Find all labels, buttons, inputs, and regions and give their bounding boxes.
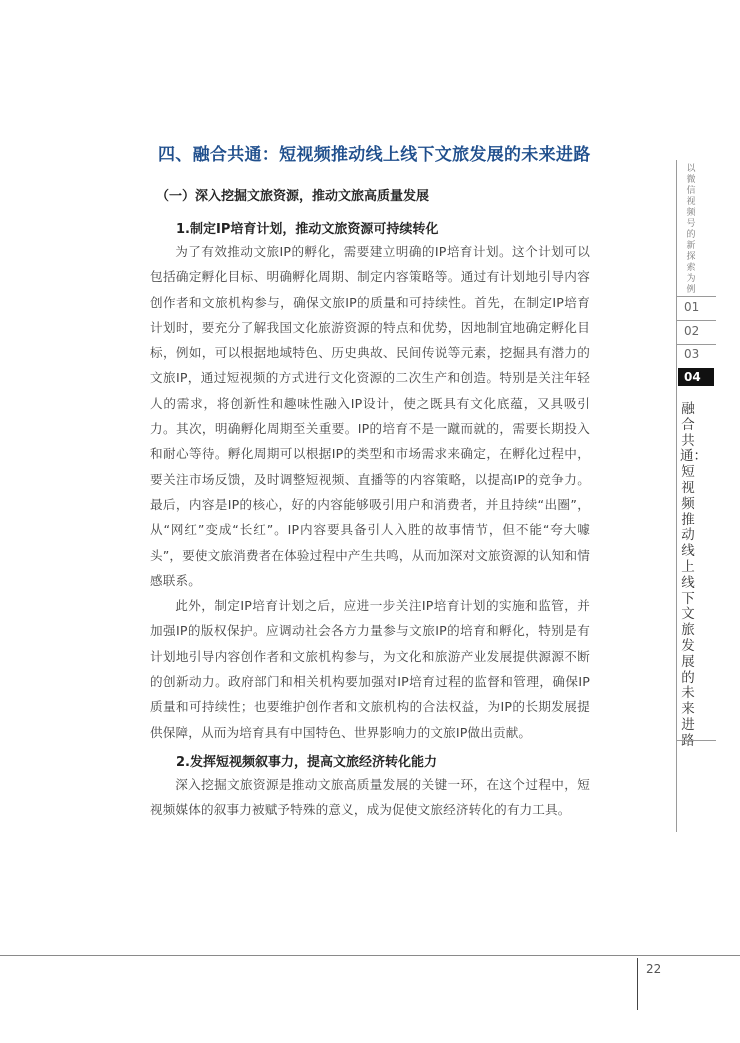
chapter-item-03[interactable]: 03 xyxy=(684,347,700,361)
chapter-item-02[interactable]: 02 xyxy=(684,324,700,338)
sub-title: （一）深入挖掘文旅资源，推动文旅高质量发展 xyxy=(156,189,430,204)
sidebar-chapter-title: 融合共通：短视频推动线上线下文旅发展的未来进路 xyxy=(680,401,707,749)
chapter-item-01[interactable]: 01 xyxy=(684,300,700,314)
item-title-2: 2.发挥短视频叙事力，提高文旅经济转化能力 xyxy=(176,754,437,770)
item-title-1: 1.制定IP培育计划，推动文旅资源可持续转化 xyxy=(176,222,439,237)
paragraph: 为了有效推动文旅IP的孵化，需要建立明确的IP培育计划。这个计划可以包括确定孵化目标、明确孵化周期、制定内容策略等。通过有计划地引导内容创作者和文旅机构参与，确保文旅IP的质量和可持续性。首先，在制定IP培育计划时，要充分了解我国文化旅游资源的特点和优势，因地制宜地确定孵化目标，例如，可以根据地域特色、历史典故、民间传说等元素，挖掘具有潜力的文旅IP，通过短视频的方式进行文化资源的二次生产和创造。特别是关注年轻人的需求，将创新性和趣味性融入IP设计，使之既具有文化底蕴，又具吸引力。其次，明确孵化周期至关重要。IP的培育不是一蹴而就的，需要长期投入和耐心等待。孵化周期可以根据IP的类型和市场需求来确定，在孵化过程中，要关注市场反馈，及时调整短视频、直播等的内容策略，以提高IP的竞争力。最后，内容是IP的核心，好的内容能够吸引用户和消费者，并且持续“出圈”，从“网红”变成“长红”。IP内容要具备引人入胜的故事情节，但不能“夸大噱头”，要使文旅消费者在体验过程中产生共鸣，从而加深对文旅资源的认知和情感联系。 xyxy=(150,244,590,588)
chapter-item-04-active[interactable]: 04 xyxy=(678,368,714,386)
sidebar-separator xyxy=(676,344,716,345)
sidebar-divider xyxy=(676,160,677,832)
section-title: 四、融合共通：短视频推动线上线下文旅发展的未来进路 xyxy=(158,145,591,165)
paragraph: 此外，制定IP培育计划之后，应进一步关注IP培育计划的实施和监管，并加强IP的版权保护。应调动社会各方力量参与文旅IP的培育和孵化，特别是有计划地引导内容创作者和文旅机构参与，为文化和旅游产业发展提供源源不断的创新动力。政府部门和相关机构要加强对IP培育过程的监督和管理，确保IP质量和可持续性；也要维护创作者和文旅机构的合法权益，为IP的长期发展提供保障，从而为培育具有中国特色、世界影响力的文旅IP做出贡献。 xyxy=(150,598,590,740)
main-content xyxy=(150,140,590,823)
footer-rule xyxy=(0,955,740,956)
page-number: 22 xyxy=(646,962,662,976)
page-number-divider xyxy=(637,958,638,1010)
paragraph: 深入挖掘文旅资源是推动文旅高质量发展的关键一环，在这个过程中，短视频媒体的叙事力被赋予特殊的意义，成为促使文旅经济转化的有力工具。 xyxy=(150,776,590,818)
sidebar-series-title: 以微信视频号的新探索为例 xyxy=(686,164,696,295)
sidebar-separator xyxy=(676,296,716,297)
sidebar-separator xyxy=(676,740,716,741)
sidebar-separator xyxy=(676,320,716,321)
